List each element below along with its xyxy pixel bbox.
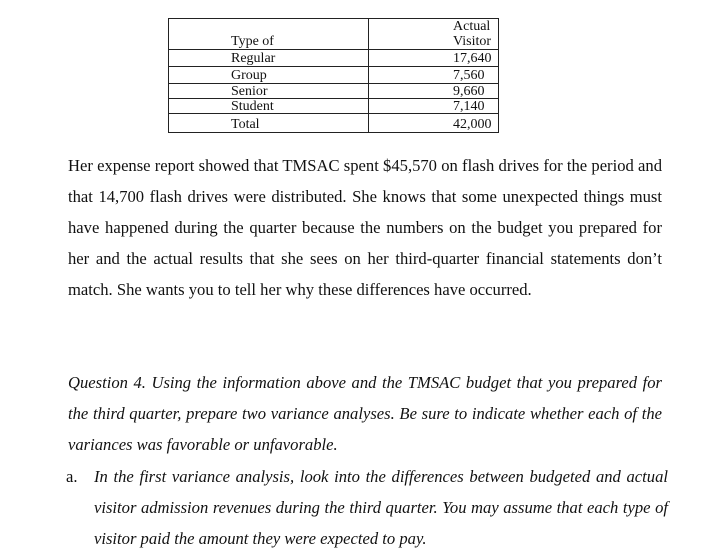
row-type-cell: Senior [169,84,369,99]
table-row [169,50,499,67]
row-visitor-cell: 17,640 [369,50,499,67]
table-total-row [169,114,499,133]
row-visitor-cell: 7,560 [369,67,499,84]
question-paragraph: Question 4. Using the information above and the TMSAC budget that you prepared for the third quarter, prepare two variance analyses. Be sure to indicate whether each of the variances was favorable or unfavorable. [68,373,662,454]
total-label-cell: Total [169,114,369,133]
row-type-cell: Regular [169,50,369,67]
total-value-cell: 42,000 [369,114,499,133]
list-item-text: In the first variance analysis, look into the differences between budgeted and actual visitor admission revenues during the third quarter. You may assume that each type of visitor paid the amount they were expected to pay. [94,467,668,548]
table-header-row [169,19,499,50]
row-visitor-cell: 9,660 [369,84,499,99]
table-row [169,99,499,114]
row-visitor-cell: 7,140 [369,99,499,114]
list-marker: a. [66,467,78,486]
header-type: Type of [169,19,369,50]
row-type-cell: Student [169,99,369,114]
row-type-cell: Group [169,67,369,84]
table-row [169,84,499,99]
table-row [169,67,499,84]
expense-paragraph: Her expense report showed that TMSAC spent $45,570 on flash drives for the period and that 14,700 flash drives were distributed. She knows that some unexpected things must have happened during the quarter because the numbers on the budget you prepared for her and the actual results that she sees on her third-quarter financial statements don’t match. She wants you to tell her why these differences have occurred. [68,156,662,299]
header-actual-visitor: Actual Visitor [369,19,499,50]
visitor-table [168,18,499,133]
